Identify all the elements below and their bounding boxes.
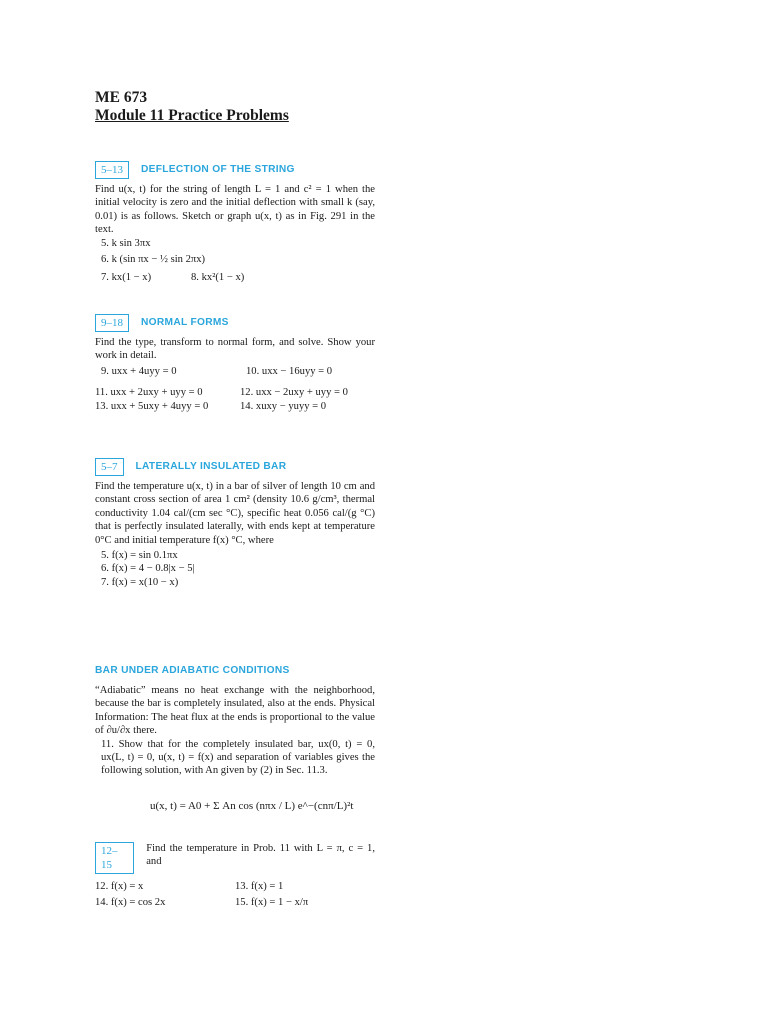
section-text: Find the temperature in Prob. 11 with L = π, c = 1, and (146, 843, 375, 868)
problem-item: 5. f(x) = sin 0.1πx (101, 550, 178, 562)
section-text: Find u(x, t) for the string of length L = 1 and c² = 1 when the initial velocity is zero and the initial deflection with small k (say, 0.01) is as follows. Sketch or graph u(x, t) as in Fig. 291 in the text. (95, 184, 375, 236)
problem-item: 7. kx(1 − x) (101, 272, 152, 284)
section-normal-forms (95, 314, 375, 413)
problem-range-badge: 5–7 (95, 458, 124, 476)
section-string-deflection (95, 161, 375, 285)
section-adiabatic-bar (95, 662, 375, 778)
problem-item: 5. k sin 3πx (101, 237, 151, 249)
problem-item: 6. f(x) = 4 − 0.8|x − 5| (101, 563, 195, 575)
problem-item: 12. f(x) = x (95, 881, 144, 892)
problem-item: 7. f(x) = x(10 − x) (101, 576, 179, 588)
section-title: DEFLECTION OF THE STRING (141, 164, 295, 176)
problem-item: 11. uxx + 2uxy + uyy = 0 (95, 387, 203, 399)
problem-item: 15. f(x) = 1 − x/π (235, 897, 309, 909)
problem-item: 10. uxx − 16uyy = 0 (246, 365, 333, 377)
problem-item: 11. Show that for the completely insulated bar, ux(0, t) = 0, ux(L, t) = 0, u(x, t) = f(x) and separation of variables gives the following solution, with An given by (2) in Sec. 11.3. (101, 738, 375, 777)
module-title: Module 11 Practice Problems (95, 107, 289, 124)
section-title: BAR UNDER ADIABATIC CONDITIONS (95, 665, 290, 677)
problem-item: 13. uxx + 5uxy + 4uyy = 0 (95, 400, 209, 412)
problem-item: 9. uxx + 4uyy = 0 (101, 365, 177, 377)
course-title: ME 673 (95, 89, 148, 106)
problem-item: 14. f(x) = cos 2x (95, 897, 166, 909)
section-temperature-problems (95, 842, 375, 910)
series-solution-formula: u(x, t) = A0 + Σ An cos (nπx / L) e^−(cnπ/L)²t (150, 800, 354, 812)
problem-item: 13. f(x) = 1 (235, 881, 284, 892)
section-text: Find the temperature u(x, t) in a bar of silver of length 10 cm and constant cross section of area 1 cm² (density 10.6 g/cm³, thermal conductivity 1.04 cal/(cm sec °C), specific heat 0.056 cal/(g °C) that is perfectly insulated laterally, with ends kept at temperature 0°C and initial temperature f(x) °C, where (95, 481, 375, 546)
problem-item: 14. xuxy − yuyy = 0 (240, 400, 327, 412)
section-text: “Adiabatic” means no heat exchange with the neighborhood, because the bar is completely insulated, also at the ends. Physical Information: The heat flux at the ends is proportional to the value of ∂u/∂x there. (95, 685, 375, 737)
section-title: LATERALLY INSULATED BAR (135, 461, 287, 473)
problem-item: 12. uxx − 2uxy + uyy = 0 (240, 387, 348, 399)
problem-range-badge: 9–18 (95, 314, 129, 332)
document-header (95, 89, 289, 125)
section-insulated-bar (95, 458, 375, 589)
problem-range-badge: 5–13 (95, 161, 129, 179)
problem-range-badge: 12–15 (95, 842, 134, 874)
section-text: Find the type, transform to normal form, and solve. Show your work in detail. (95, 337, 375, 362)
problem-item: 6. k (sin πx − ½ sin 2πx) (101, 254, 206, 266)
section-title: NORMAL FORMS (141, 317, 229, 329)
problem-item: 8. kx²(1 − x) (191, 272, 245, 284)
